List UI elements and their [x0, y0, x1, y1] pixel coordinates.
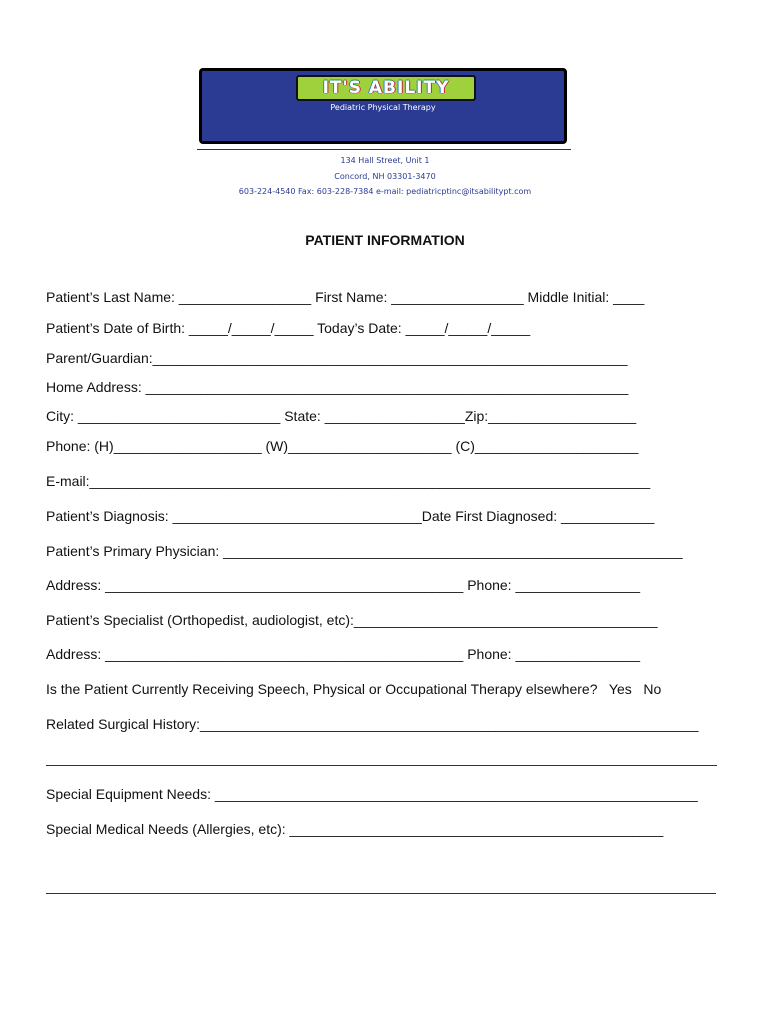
field-email[interactable]: E-mail:________________________________________________________________________	[46, 473, 651, 489]
field-specialist-address[interactable]: Address: ______________________________________________ Phone: ________________	[46, 646, 641, 662]
field-city-state-zip[interactable]: City: __________________________ State: __________________Zip:___________________	[46, 408, 637, 424]
field-home-address[interactable]: Home Address: ______________________________________________________________	[46, 379, 629, 395]
field-special-equipment[interactable]: Special Equipment Needs: ______________________________________________________________	[46, 786, 698, 802]
surgical-history-blank-line[interactable]	[46, 765, 717, 766]
header-divider	[197, 149, 571, 150]
address-line-2: Concord, NH 03301-3470	[334, 172, 436, 181]
field-diagnosis[interactable]: Patient’s Diagnosis: ________________________________Date First Diagnosed: ____________	[46, 508, 655, 524]
field-surgical-history[interactable]: Related Surgical History:________________________________________________________________	[46, 716, 699, 732]
field-patient-name[interactable]: Patient’s Last Name: _________________ First Name: _________________ Middle Initial: ____	[46, 289, 645, 305]
logo	[199, 68, 567, 144]
logo-name: Pediatric Physical Therapy	[330, 103, 436, 112]
address-line-1: 134 Hall Street, Unit 1	[340, 156, 430, 165]
contact-line: 603-224-4540 Fax: 603-228-7384 e-mail: pediatricptinc@itsabilitypt.com	[238, 187, 532, 196]
form-title: PATIENT INFORMATION	[305, 232, 465, 248]
medical-needs-blank-line[interactable]	[46, 893, 716, 894]
logo-badge: IT'S ABILITY	[296, 75, 476, 101]
field-special-medical-needs[interactable]: Special Medical Needs (Allergies, etc): ________________________________________________	[46, 821, 664, 837]
field-phone[interactable]: Phone: (H)___________________ (W)_____________________ (C)_____________________	[46, 438, 639, 454]
field-primary-physician[interactable]: Patient’s Primary Physician: ___________________________________________________________	[46, 543, 683, 559]
field-specialist[interactable]: Patient’s Specialist (Orthopedist, audiologist, etc):_______________________________________	[46, 612, 658, 628]
field-other-therapy[interactable]: Is the Patient Currently Receiving Speech, Physical or Occupational Therapy elsewhere? Yes No	[46, 681, 662, 697]
field-physician-address[interactable]: Address: ______________________________________________ Phone: ________________	[46, 577, 641, 593]
field-parent-guardian[interactable]: Parent/Guardian:_____________________________________________________________	[46, 350, 628, 366]
field-date-of-birth[interactable]: Patient’s Date of Birth: _____/_____/_____ Today’s Date: _____/_____/_____	[46, 320, 531, 336]
